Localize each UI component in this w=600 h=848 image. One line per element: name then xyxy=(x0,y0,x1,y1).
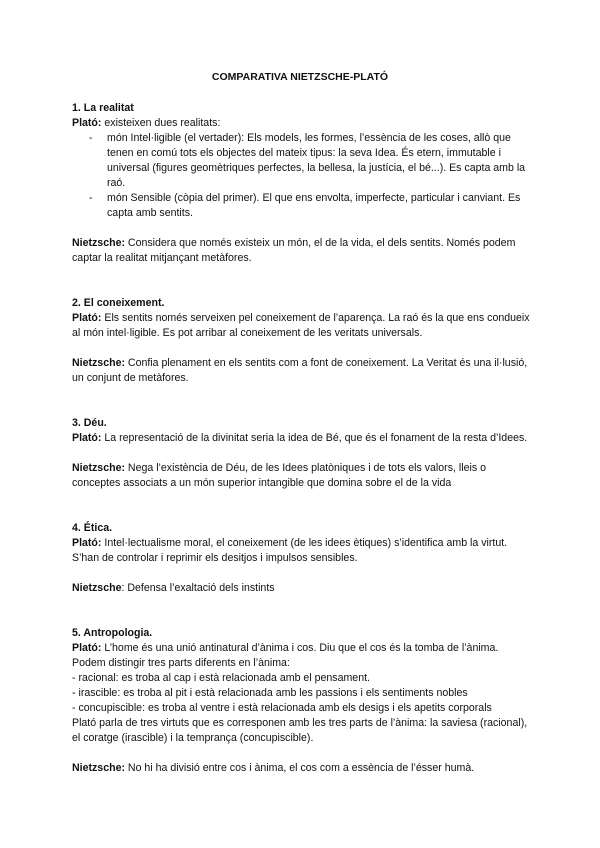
section-heading: 1. La realitat xyxy=(72,102,134,114)
section-heading: 4. Ética. xyxy=(72,522,113,534)
plato-label: Plató: xyxy=(72,642,102,654)
plato-text: La representació de la divinitat seria la idea de Bé, que és el fonament de la resta d’Idees. xyxy=(101,432,528,444)
plato-label: Plató: xyxy=(72,432,102,444)
plato-label: Plató: xyxy=(72,537,102,549)
nietzsche-text: Confia plenament en els sentits com a font de coneixement. La Veritat és una il·lusió, un conjunt de metàfores. xyxy=(72,357,528,384)
nietzsche-paragraph xyxy=(72,581,532,596)
nietzsche-paragraph xyxy=(72,356,532,386)
plato-text: L’home és una unió antinatural d’ànima i cos. Diu que el cos és la tomba de l’ànima. Podem distingir tres parts diferents en l’ànima: xyxy=(72,642,499,669)
plato-text: existeixen dues realitats: xyxy=(101,117,221,129)
section-etica xyxy=(72,521,532,596)
nietzsche-paragraph xyxy=(72,236,532,266)
section-heading: 5. Antropologia. xyxy=(72,627,153,639)
text-line: - irascible: es troba al pit i està relacionada amb les passions i els sentiments nobles xyxy=(72,687,468,699)
plato-paragraph xyxy=(72,431,532,446)
nietzsche-label: Nietzsche: xyxy=(72,357,125,369)
plato-paragraph xyxy=(72,311,532,341)
document-title: COMPARATIVA NIETZSCHE-PLATÓ xyxy=(211,71,389,83)
section-realitat xyxy=(72,101,532,266)
nietzsche-label: Nietzsche: xyxy=(72,237,125,249)
plato-label: Plató: xyxy=(72,312,102,324)
plato-label: Plató: xyxy=(72,117,102,129)
section-heading: 2. El coneixement. xyxy=(72,297,165,309)
list-item: - món Intel·ligible (el vertader): Els models, les formes, l’essència de les coses, allò que tenen en comú tots els objectes del mateix tipus: la seva Idea. És etern, immutable i universal (figures geomètriques perfectes, la bellesa, la justícia, el bé...). Es capta amb la raó. xyxy=(107,131,532,191)
plato-text: Els sentits només serveixen pel coneixement de l’aparença. La raó és la que ens condueix al món intel·ligible. Es pot arribar al coneixement de les veritats universals. xyxy=(72,312,530,339)
nietzsche-text: Considera que només existeix un món, el de la vida, el dels sentits. Només podem captar la realitat mitjançant metàfores. xyxy=(72,237,516,264)
section-coneixement xyxy=(72,296,532,386)
nietzsche-paragraph xyxy=(72,761,532,776)
nietzsche-paragraph xyxy=(72,461,532,491)
nietzsche-label: Nietzsche xyxy=(72,582,122,594)
nietzsche-label: Nietzsche: xyxy=(72,462,125,474)
plato-paragraph xyxy=(72,116,532,131)
text-line: Plató parla de tres virtuts que es corresponen amb les tres parts de l’ànima: la saviesa (racional), el coratge (irascible) i la temprança (concupiscible). xyxy=(72,717,528,744)
realities-list xyxy=(72,131,532,221)
text-line: - racional: es troba al cap i està relacionada amb el pensament. xyxy=(72,672,370,684)
list-item: - món Sensible (còpia del primer). El que ens envolta, imperfecte, particular i canviant. Es capta amb sentits. xyxy=(107,191,532,221)
nietzsche-text: Nega l’existència de Déu, de les Idees platòniques i de tots els valors, lleis o conceptes associats a un món superior intangible que domina sobre el de la vida xyxy=(72,462,486,489)
nietzsche-text: No hi ha divisió entre cos i ànima, el cos com a essència de l’ésser humà. xyxy=(124,762,475,774)
document-body xyxy=(72,101,532,776)
nietzsche-text: : Defensa l’exaltació dels instints xyxy=(121,582,275,594)
section-deu xyxy=(72,416,532,491)
plato-paragraph xyxy=(72,536,532,566)
nietzsche-label: Nietzsche: xyxy=(72,762,125,774)
section-heading: 3. Déu. xyxy=(72,417,107,429)
plato-paragraph xyxy=(72,641,532,671)
plato-text: Intel·lectualisme moral, el coneixement (de les idees ètiques) s’identifica amb la virtut. S’han de controlar i reprimir els desitjos i impulsos sensibles. xyxy=(72,537,508,564)
text-line: - concupiscible: es troba al ventre i està relacionada amb els desigs i els apetits corporals xyxy=(72,702,492,714)
section-antropologia xyxy=(72,626,532,776)
